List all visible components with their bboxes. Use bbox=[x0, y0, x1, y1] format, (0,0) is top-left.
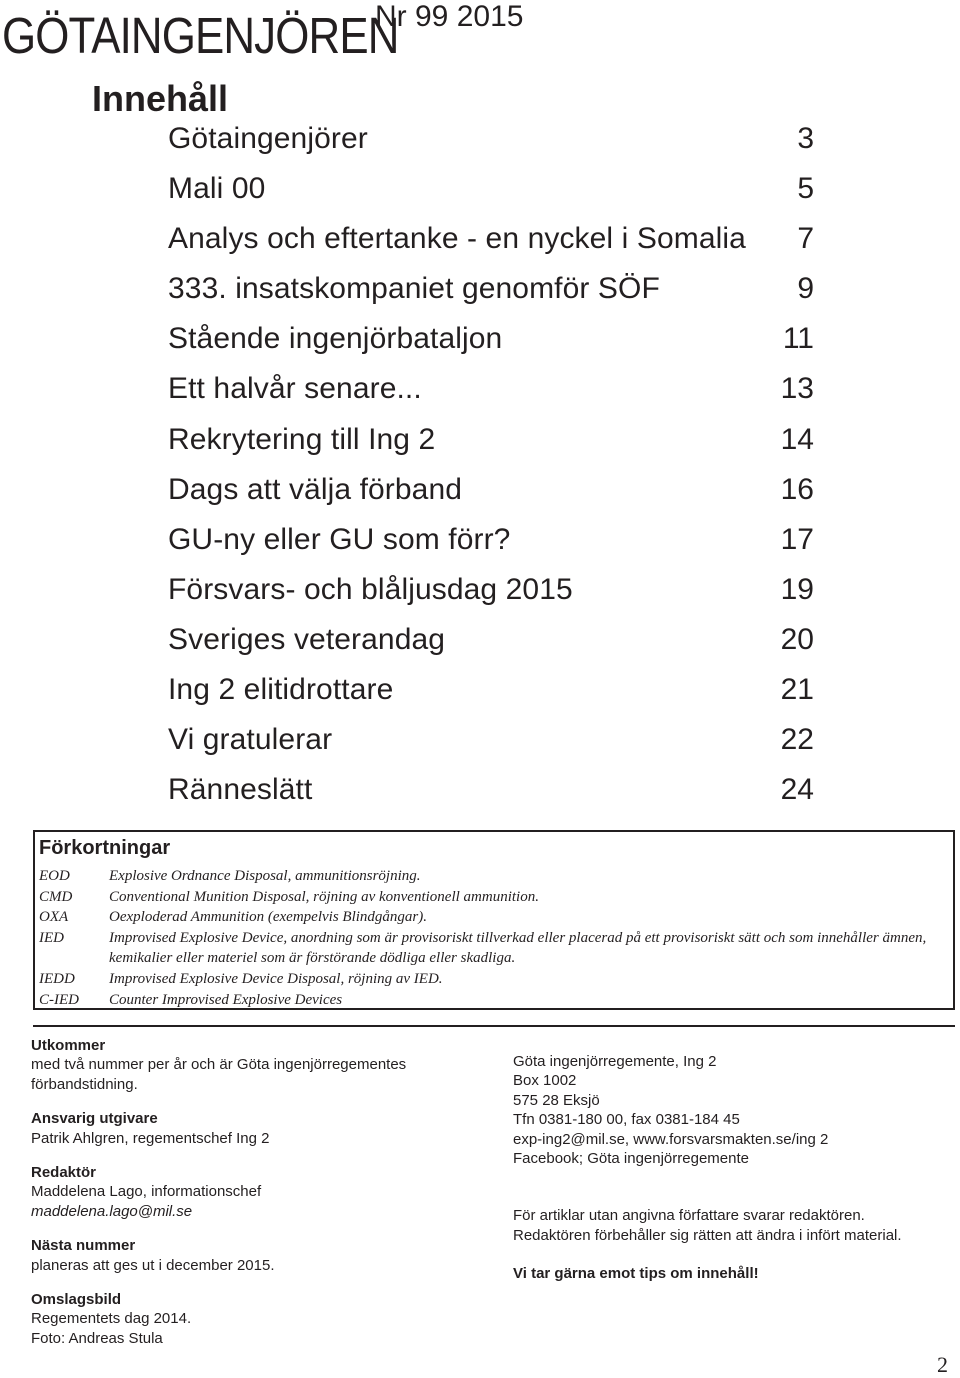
toc-entry-page: 22 bbox=[780, 723, 814, 757]
editor-heading: Redaktör bbox=[31, 1164, 97, 1182]
editor-name: Maddelena Lago, informationschef bbox=[31, 1183, 262, 1201]
toc-entry bbox=[168, 473, 814, 523]
abbreviation-code: IED bbox=[39, 929, 64, 946]
table-of-contents bbox=[168, 122, 814, 823]
abbreviation-row bbox=[39, 928, 949, 969]
abbreviation-description: Conventional Munition Disposal, röjning av konventionell ammunition. bbox=[109, 888, 539, 905]
toc-entry-title: Analys och eftertanke - en nyckel i Somalia bbox=[168, 222, 746, 256]
abbreviations-box bbox=[33, 830, 955, 1010]
toc-entry-title: Dags att välja förband bbox=[168, 472, 463, 506]
toc-entry-page: 20 bbox=[780, 622, 814, 656]
editorial-note-1: För artiklar utan angivna författare svarar redaktören. bbox=[513, 1207, 865, 1225]
toc-entry bbox=[168, 673, 814, 723]
utkommer-text-line-2: förbandstidning. bbox=[31, 1075, 138, 1093]
abbreviation-description: Improvised Explosive Device, anordning som är provisoriskt tillverkad eller placerad på ett provisoriskt sätt och som innehåller ämnen, kemikalier eller materiel som är förstörande dödliga eller skadliga. bbox=[109, 929, 927, 967]
toc-entry-title: Mali 00 bbox=[168, 172, 266, 206]
abbreviation-row bbox=[39, 907, 949, 928]
abbreviation-code: OXA bbox=[39, 909, 69, 926]
toc-entry bbox=[168, 523, 814, 573]
toc-entry-page: 11 bbox=[782, 322, 814, 356]
toc-entry-title: Ett halvår senare... bbox=[168, 372, 422, 406]
cover-image-heading: Omslagsbild bbox=[31, 1291, 122, 1309]
abbreviation-row bbox=[39, 969, 949, 990]
tips-callout: Vi tar gärna emot tips om innehåll! bbox=[513, 1265, 759, 1283]
phone-fax: Tfn 0381-180 00, fax 0381-184 45 bbox=[513, 1111, 740, 1129]
colophon-left bbox=[31, 1036, 501, 1348]
abbreviation-row bbox=[39, 990, 949, 1011]
issue-number: Nr 99 2015 bbox=[375, 0, 524, 33]
toc-entry bbox=[168, 372, 814, 422]
colophon-right bbox=[513, 1052, 953, 1284]
publisher-name: Patrik Ahlgren, regementschef Ing 2 bbox=[31, 1129, 270, 1147]
address-line-2: Box 1002 bbox=[513, 1072, 577, 1090]
page-number: 2 bbox=[937, 1352, 948, 1377]
masthead-title: GÖTAINGENJÖREN bbox=[2, 7, 399, 64]
toc-entry-title: Ränneslätt bbox=[168, 773, 313, 807]
toc-entry-title: Ing 2 elitidrottare bbox=[168, 673, 394, 707]
toc-entry-title: GU-ny eller GU som förr? bbox=[168, 522, 511, 556]
facebook: Facebook; Göta ingenjörregemente bbox=[513, 1150, 749, 1168]
abbreviation-row bbox=[39, 887, 949, 908]
abbreviations-heading: Förkortningar bbox=[39, 837, 171, 859]
toc-entry-title: Stående ingenjörbataljon bbox=[168, 322, 503, 356]
toc-entry-page: 13 bbox=[780, 372, 814, 406]
cover-image-credit: Foto: Andreas Stula bbox=[31, 1329, 163, 1347]
utkommer-heading: Utkommer bbox=[31, 1037, 106, 1054]
toc-entry-page: 5 bbox=[797, 172, 814, 206]
toc-entry-title: Vi gratulerar bbox=[168, 723, 333, 757]
abbreviation-code: IEDD bbox=[39, 970, 75, 987]
toc-entry-page: 16 bbox=[780, 472, 814, 506]
toc-entry-page: 24 bbox=[780, 773, 814, 807]
toc-entry-title: Försvars- och blåljusdag 2015 bbox=[168, 572, 573, 606]
toc-entry-page: 14 bbox=[780, 422, 814, 456]
editorial-note-2: Redaktören förbehåller sig rätten att ändra i infört material. bbox=[513, 1226, 902, 1244]
toc-entry bbox=[168, 623, 814, 673]
toc-entry bbox=[168, 322, 814, 372]
editor-email: maddelena.lago@mil.se bbox=[31, 1202, 193, 1220]
toc-entry-page: 7 bbox=[797, 222, 814, 256]
abbreviation-description: Counter Improvised Explosive Devices bbox=[109, 991, 343, 1008]
abbreviation-code: EOD bbox=[39, 868, 70, 884]
abbreviation-code: CMD bbox=[39, 888, 73, 905]
toc-entry bbox=[168, 222, 814, 272]
abbreviation-description: Oexploderad Ammunition (exempelvis Blindgångar). bbox=[109, 909, 427, 926]
toc-entry-title: Sveriges veterandag bbox=[168, 622, 446, 656]
toc-entry-title: Rekrytering till Ing 2 bbox=[168, 422, 436, 456]
toc-entry bbox=[168, 172, 814, 222]
publisher-heading: Ansvarig utgivare bbox=[31, 1110, 158, 1128]
cover-image-caption: Regementets dag 2014. bbox=[31, 1310, 192, 1328]
toc-entry bbox=[168, 423, 814, 473]
toc-entry bbox=[168, 723, 814, 773]
toc-entry-title: 333. insatskompaniet genomför SÖF bbox=[168, 272, 660, 306]
toc-entry-page: 21 bbox=[780, 673, 814, 707]
utkommer-text-line-1: med två nummer per år och är Göta ingenjörregementes bbox=[31, 1056, 407, 1074]
toc-entry bbox=[168, 272, 814, 322]
toc-entry-page: 3 bbox=[797, 122, 814, 155]
colophon-divider bbox=[33, 1025, 955, 1027]
address-line-1: Göta ingenjörregemente, Ing 2 bbox=[513, 1053, 717, 1070]
toc-entry-page: 17 bbox=[780, 522, 814, 556]
abbreviation-description: Improvised Explosive Device Disposal, röjning av IED. bbox=[109, 970, 443, 987]
toc-entry-page: 9 bbox=[797, 272, 814, 306]
toc-entry-title: Götaingenjörer bbox=[168, 122, 368, 155]
toc-entry bbox=[168, 773, 814, 823]
toc-entry bbox=[168, 122, 814, 172]
toc-entry-page: 19 bbox=[780, 572, 814, 606]
abbreviations-list bbox=[39, 866, 949, 1010]
next-issue-heading: Nästa nummer bbox=[31, 1237, 136, 1255]
abbreviation-code: C-IED bbox=[39, 991, 79, 1008]
toc-entry bbox=[168, 573, 814, 623]
abbreviation-description: Explosive Ordnance Disposal, ammunitionsröjning. bbox=[109, 868, 421, 884]
abbreviation-row bbox=[39, 866, 949, 887]
toc-heading: Innehåll bbox=[92, 78, 229, 119]
address-line-3: 575 28 Eksjö bbox=[513, 1091, 600, 1109]
email-web: exp-ing2@mil.se, www.forsvarsmakten.se/ing 2 bbox=[513, 1130, 829, 1148]
next-issue-text: planeras att ges ut i december 2015. bbox=[31, 1256, 275, 1274]
